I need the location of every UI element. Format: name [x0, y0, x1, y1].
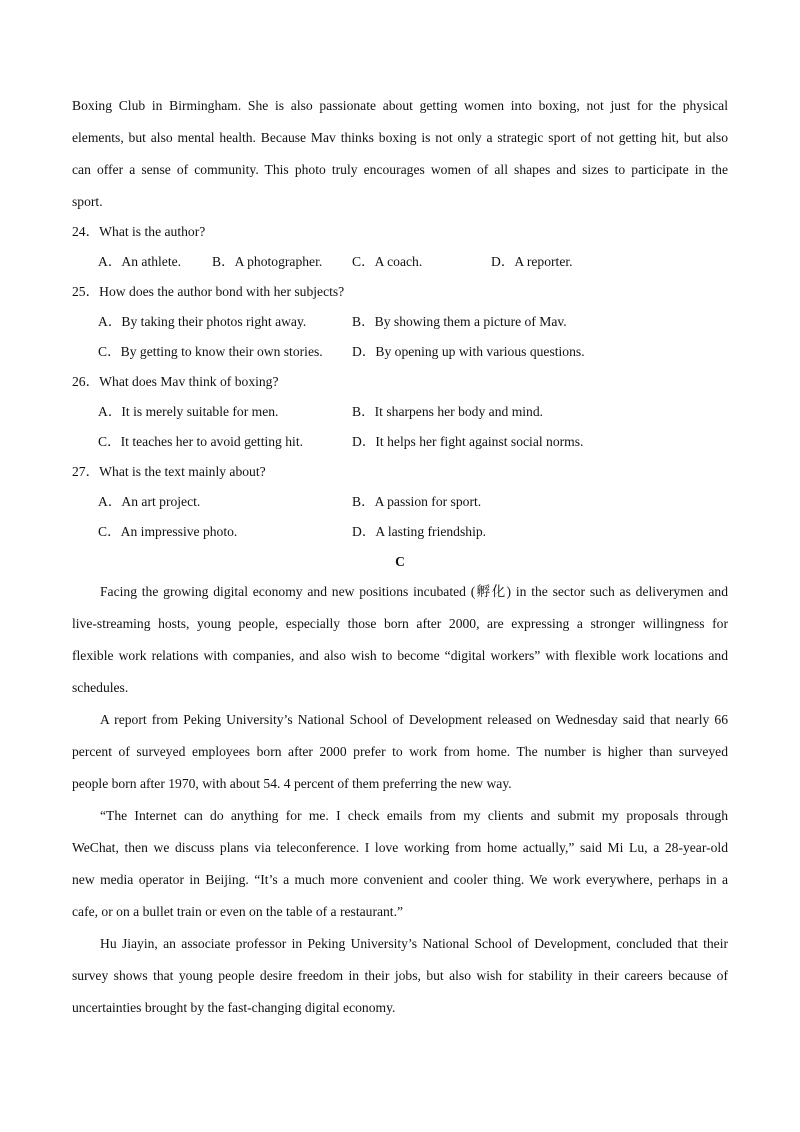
question-26-option-b[interactable]: B．It sharpens her body and mind.: [352, 404, 544, 419]
passage-line: A report from Peking University’s National School of Development released on Wednesday said that nearly 66: [100, 712, 728, 727]
question-27-stem: 27．What is the text mainly about?: [72, 464, 266, 479]
question-24-stem: 24．What is the author?: [72, 224, 206, 239]
question-24-option-d[interactable]: D．A reporter.: [491, 254, 573, 269]
passage-paragraph: [72, 800, 728, 928]
question-24-option-c[interactable]: C．A coach.: [352, 254, 423, 269]
passage-line: cafe, or on a bullet train or even on the table of a restaurant.”: [72, 904, 404, 919]
passage-b-tail: [72, 90, 728, 218]
passage-line: live-streaming hosts, young people, especially those born after 2000, are expressing a stronger willingness for: [72, 616, 728, 631]
passage-line: people born after 1970, with about 54. 4 percent of them preferring the new way.: [72, 776, 512, 791]
passage-c: [72, 576, 728, 1024]
question-24-option-a[interactable]: A．An athlete.: [98, 254, 182, 269]
question-27-option-b[interactable]: B．A passion for sport.: [352, 494, 482, 509]
passage-line: can offer a sense of community. This photo truly encourages women of all shapes and sizes to participate in the: [72, 162, 728, 177]
question-27-option-c[interactable]: C．An impressive photo.: [98, 524, 238, 539]
question-26-option-a[interactable]: A．It is merely suitable for men.: [98, 404, 279, 419]
passage-line: Hu Jiayin, an associate professor in Peking University’s National School of Development, concluded that their: [100, 936, 728, 951]
passage-paragraph: [72, 928, 728, 1024]
passage-paragraph: [72, 704, 728, 800]
passage-line: elements, but also mental health. Because Mav thinks boxing is not only a strategic sport of not getting hit, but also: [72, 130, 728, 145]
question-25-option-d[interactable]: D．By opening up with various questions.: [352, 344, 585, 359]
passage-line: percent of surveyed employees born after 2000 prefer to work from home. The number is higher than surveyed: [72, 744, 728, 759]
section-heading: C: [395, 554, 405, 569]
question-25-option-a[interactable]: A．By taking their photos right away.: [98, 314, 307, 329]
question-26-option-d[interactable]: D．It helps her fight against social norms.: [352, 434, 584, 449]
passage-line: new media operator in Beijing. “It’s a much more convenient and cooler thing. We work everywhere, perhaps in a: [72, 872, 728, 887]
passage-line: schedules.: [72, 680, 129, 695]
passage-line: survey shows that young people desire freedom in their jobs, but also wish for stability in their careers because of: [72, 968, 728, 983]
question-26-stem: 26．What does Mav think of boxing?: [72, 374, 279, 389]
question-26-option-c[interactable]: C．It teaches her to avoid getting hit.: [98, 434, 303, 449]
passage-line: WeChat, then we discuss plans via teleconference. I love working from home actually,” said Mi Lu, a 28-year-old: [72, 840, 728, 855]
question-25-option-b[interactable]: B．By showing them a picture of Mav.: [352, 314, 567, 329]
question-25-option-c[interactable]: C．By getting to know their own stories.: [98, 344, 323, 359]
question-24-option-b[interactable]: B．A photographer.: [212, 254, 323, 269]
passage-paragraph: [72, 576, 728, 704]
passage-line: sport.: [72, 194, 103, 209]
question-25-stem: 25．How does the author bond with her subjects?: [72, 284, 345, 299]
passage-line: flexible work relations with companies, and also wish to become “digital workers” with flexible work locations and: [72, 648, 728, 663]
passage-line: Boxing Club in Birmingham. She is also passionate about getting women into boxing, not just for the physical: [72, 98, 728, 113]
passage-line: Facing the growing digital economy and new positions incubated (孵化) in the sector such as deliverymen and: [100, 584, 728, 599]
passage-line: “The Internet can do anything for me. I check emails from my clients and submit my proposals through: [100, 808, 728, 823]
question-27-option-d[interactable]: D．A lasting friendship.: [352, 524, 487, 539]
passage-line: uncertainties brought by the fast-changing digital economy.: [72, 1000, 396, 1015]
question-27-option-a[interactable]: A．An art project.: [98, 494, 201, 509]
